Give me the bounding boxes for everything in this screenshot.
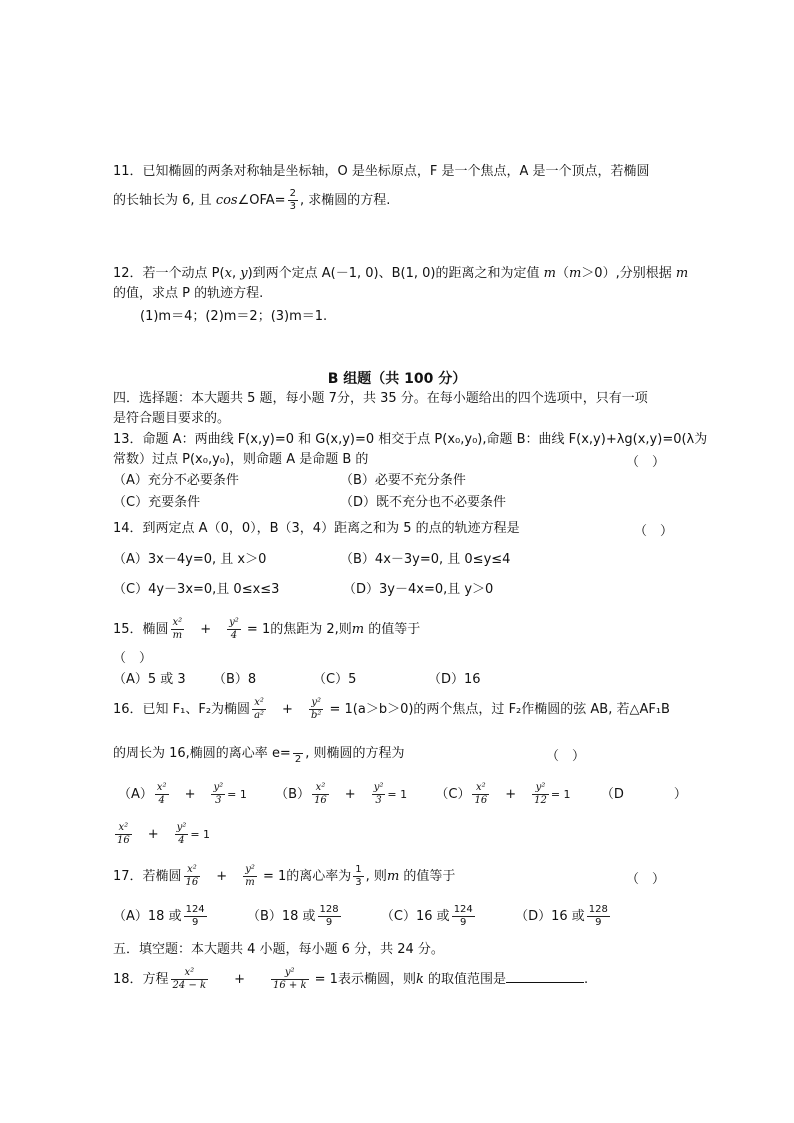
- q13-line2: 常数）过点 P(x₀,y₀)，则命题 A 是命题 B 的: [113, 452, 369, 467]
- q12-line1: [113, 265, 688, 283]
- q17-suffix3: 的值等于: [399, 869, 456, 884]
- q16-option-a-frac2: $\frac{\text{y²}}{3}$: [213, 782, 224, 806]
- q18-fraction-x: $\frac{\text{x²}}{24 - k}$: [172, 967, 207, 991]
- q15-option-d: （D）16: [428, 672, 481, 687]
- q17-fraction-x: $\frac{\text{x²}}{16}$: [185, 864, 199, 888]
- q16-eq: = 1: [387, 788, 408, 801]
- q15-fraction-y: $\frac{\text{y²}}{4}$: [229, 617, 239, 641]
- q13-option-d: （D）既不充分也不必要条件: [340, 495, 507, 510]
- q12-var-m: m: [568, 266, 582, 281]
- q14-option-d: （D）3y－4x=0,且 y＞0: [343, 582, 494, 597]
- q16-line2-text: 的周长为 16,椭圆的离心率 e=: [113, 746, 291, 761]
- q14-line1: 14．到两定点 A（0，0），B（3，4）距离之和为 5 的点的轨迹方程是: [113, 521, 520, 536]
- q17-option-a: （A）18 或: [113, 909, 182, 924]
- q18-line1: [113, 965, 588, 995]
- q16-line1: [113, 696, 670, 724]
- q12-var-y: y: [240, 266, 248, 281]
- q16-option-d-close: ）: [673, 787, 687, 802]
- q16-fraction-y: $\frac{\text{y²}}{\text{b²}}$: [310, 697, 322, 721]
- q16-option-b-frac2: $\frac{\text{y²}}{3}$: [373, 782, 384, 806]
- q12-line2: 的值，求点 P 的轨迹方程.: [113, 286, 264, 301]
- q16-options-row: [118, 780, 687, 810]
- q17-option-b-frac: $\frac{128}{9}$: [319, 904, 339, 928]
- q16-plus: +: [505, 787, 517, 802]
- q17-option-d-frac: $\frac{128}{9}$: [588, 904, 608, 928]
- q17-answer-paren: （ ）: [626, 872, 666, 887]
- q16-option-d-frac2: $\frac{\text{y²}}{4}$: [176, 822, 187, 846]
- q14-answer-paren: （ ）: [634, 524, 674, 539]
- q16-eccentricity-fraction: 2: [293, 741, 303, 766]
- q18-var-k: k: [415, 972, 424, 987]
- q13-option-c: （C）充要条件: [113, 495, 201, 510]
- q11-text-b: , 求椭圆的方程.: [299, 193, 391, 208]
- q16-answer-paren: （ ）: [546, 749, 586, 764]
- q17-suffix: = 1的离心率为: [258, 869, 352, 884]
- q12-var-x: x: [224, 266, 232, 281]
- q16-plus: +: [184, 787, 196, 802]
- q17-suffix2: , 则: [365, 869, 387, 884]
- q16-suffix: = 1(a＞b＞0)的两个焦点，过 F₂作椭圆的弦 AB, 若△AF₁B: [325, 702, 670, 717]
- q16-line2-text-b: , 则椭圆的方程为: [305, 746, 405, 761]
- q11-line2: [113, 188, 390, 213]
- q15-option-c: （C）5: [313, 672, 357, 687]
- q12-var-m: m: [543, 266, 556, 281]
- q11-text-a: 的长轴长为 6, 且: [113, 193, 216, 208]
- q18-suffix: = 1表示椭圆，则: [310, 972, 416, 987]
- q16-option-a-frac1: $\frac{\text{x²}}{4}$: [156, 782, 167, 806]
- q17-fraction-y: $\frac{\text{y²}}{m}$: [245, 864, 255, 888]
- q18-answer-blank[interactable]: [506, 970, 584, 983]
- q16-plus: +: [344, 787, 356, 802]
- q16-option-c-label: （C）: [435, 787, 471, 802]
- q15-var-m: m: [351, 622, 365, 637]
- q11-line1: 11．已知椭圆的两条对称轴是坐标轴，O 是坐标原点，F 是一个焦点，A 是一个顶点，若椭圆: [113, 164, 650, 179]
- q12-comma: ,: [231, 266, 241, 281]
- q16-option-b-frac1: $\frac{\text{x²}}{16}$: [314, 782, 327, 806]
- q17-line1: [113, 862, 455, 892]
- q15-option-b: （B）8: [213, 672, 257, 687]
- q17-var-m: m: [386, 869, 400, 884]
- q16-option-c-frac2: $\frac{\text{y²}}{12}$: [534, 782, 547, 806]
- q16-eq: = 1: [550, 788, 571, 801]
- q18-prefix: 18．方程: [113, 972, 169, 987]
- q13-option-a: （A）充分不必要条件: [113, 473, 239, 488]
- q17-option-d: （D）16 或: [515, 909, 585, 924]
- q11-fraction: $\frac{2}{3}$: [289, 188, 296, 212]
- q17-option-a-frac: $\frac{124}{9}$: [185, 904, 205, 928]
- q14-option-a: （A）3x－4y=0, 且 x＞0: [113, 552, 267, 567]
- q12-text-d: ＞0）,分别根据: [581, 266, 676, 281]
- q15-suffix2: 的值等于: [364, 622, 421, 637]
- q16-eq: = 1: [227, 788, 247, 801]
- section-b-title: B 组题（共 100 分）: [327, 371, 467, 387]
- part4-line2: 是符合题目要求的。: [113, 411, 231, 426]
- q17-option-c: （C）16 或: [380, 909, 450, 924]
- q16-plus: +: [282, 702, 293, 717]
- q14-option-b: （B）4x－3y=0, 且 0≤y≤4: [340, 552, 511, 567]
- q17-option-c-frac: $\frac{124}{9}$: [453, 904, 473, 928]
- q11-cos: cos: [215, 193, 238, 208]
- q14-option-c: （C）4y－3x=0,且 0≤x≤3: [113, 582, 280, 597]
- part5-line1: 五．填空题：本大题共 4 小题，每小题 6 分，共 24 分。: [113, 942, 444, 957]
- q12-line3: (1)m＝4；(2)m＝2；(3)m＝1.: [140, 309, 328, 324]
- q16-option-a-label: （A）: [118, 787, 153, 802]
- q11-angle: ∠OFA=: [237, 193, 286, 208]
- q16-option-b-label: （B）: [275, 787, 311, 802]
- q17-options-row: [113, 902, 612, 932]
- q18-fraction-y: $\frac{\text{y²}}{16 + k}$: [272, 967, 307, 991]
- q16-fraction-x: $\frac{\text{x²}}{\text{a²}}$: [254, 697, 265, 721]
- q17-eccentricity-fraction: $\frac{1}{3}$: [355, 864, 362, 888]
- part4-line1: 四．选择题：本大题共 5 题，每小题 7分，共 35 分。在每小题给出的四个选项中，只有一项: [113, 391, 648, 406]
- q12-text-c: （: [555, 266, 569, 281]
- q15-prefix: 15．椭圆: [113, 622, 169, 637]
- q16-option-c-frac1: $\frac{\text{x²}}{16}$: [474, 782, 488, 806]
- q16-plus: +: [147, 827, 159, 842]
- q16-option-d-label: （D: [600, 787, 624, 802]
- q13-line1: 13．命题 A：两曲线 F(x,y)=0 和 G(x,y)=0 相交于点 P(x₀,y₀),命题 B：曲线 F(x,y)+λg(x,y)=0(λ为: [113, 432, 708, 447]
- q12-text-a: 12．若一个动点 P(: [113, 266, 225, 281]
- q16-option-d-frac1: $\frac{\text{x²}}{16}$: [117, 822, 130, 846]
- q15-suffix: = 1的焦距为 2,则: [242, 622, 352, 637]
- q16-prefix: 16．已知 F₁、F₂为椭圆: [113, 702, 251, 717]
- q15-answer-paren: （ ）: [113, 651, 153, 666]
- q12-var-m: m: [675, 266, 689, 281]
- q17-prefix: 17．若椭圆: [113, 869, 182, 884]
- q17-option-b: （B）18 或: [246, 909, 316, 924]
- q12-text-b: )到两个定点 A(－1, 0)、B(1, 0)的距离之和为定值: [247, 266, 544, 281]
- q17-plus: +: [216, 869, 228, 884]
- q13-answer-paren: （ ）: [626, 455, 666, 470]
- q13-option-b: （B）必要不充分条件: [340, 473, 466, 488]
- q15-line1: [113, 616, 420, 644]
- q15-plus: +: [200, 622, 212, 637]
- q16-option-d-row: [113, 820, 210, 850]
- q16-line2: [113, 740, 404, 768]
- q18-plus: +: [234, 972, 245, 987]
- q15-fraction-x: $\frac{\text{x²}}{m}$: [172, 617, 183, 641]
- q18-suffix2: 的取值范围是: [423, 972, 506, 987]
- q18-end: .: [583, 972, 589, 987]
- q16-eq: = 1: [190, 828, 211, 841]
- q15-option-a: （A）5 或 3: [113, 672, 186, 687]
